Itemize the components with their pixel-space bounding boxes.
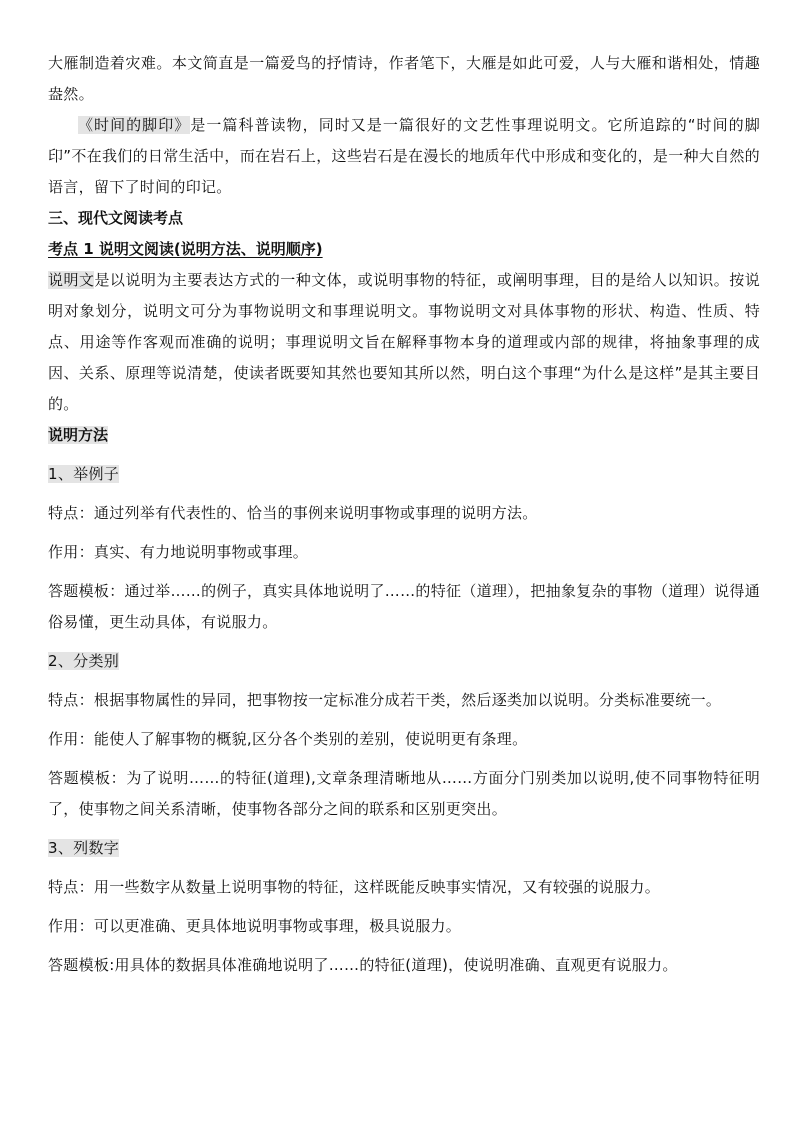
intro-paragraph xyxy=(48,265,760,420)
method-feature: 特点：用一些数字从数量上说明事物的特征，这样既能反映事实情况，又有较强的说服力。 xyxy=(48,878,661,896)
paragraph-dayan: 大雁制造着灾难。本文简直是一篇爱鸟的抒情诗，作者笔下，大雁是如此可爱，人与大雁和谐相处，情趣盎然。 xyxy=(48,54,760,103)
document-page xyxy=(48,48,760,981)
method-effect: 作用：能使人了解事物的概貌,区分各个类别的差别，使说明更有条理。 xyxy=(48,730,528,748)
method-effect: 作用：真实、有力地说明事物或事理。 xyxy=(48,543,309,561)
methods-heading-label: 说明方法 xyxy=(48,426,109,444)
paragraph-time-footprints xyxy=(48,110,760,203)
method-effect: 作用：可以更准确、更具体地说明事物或事理，极具说服力。 xyxy=(48,917,462,935)
method-title-label: 1、举例子 xyxy=(48,465,120,483)
method-feature: 特点：根据事物属性的异同，把事物按一定标准分成若干类，然后逐类加以说明。分类标准要统一。 xyxy=(48,691,722,709)
intro-text: 是以说明为主要表达方式的一种文体，或说明事物的特征，或阐明事理，目的是给人以知识。按说明对象划分，说明文可分为事物说明文和事理说明文。事物说明文对具体事物的形状、构造、性质、特点、用途等作客观而准确的说明；事理说明文旨在解释事物本身的道理或内部的规律，将抽象事理的成因、关系、原理等说清楚，使读者既要知其然也要知其所以然，明白这个事理“为什么是这样”是其主要目的。 xyxy=(48,271,760,413)
intro-term-highlight: 说明文 xyxy=(48,271,95,289)
paragraph-time-footprints-text: 是一篇科普读物，同时又是一篇很好的文艺性事理说明文。它所追踪的“时间的脚印”不在我们的日常生活中，而在岩石上，这些岩石是在漫长的地质年代中形成和变化的，是一种大自然的语言，留下了时间的印记。 xyxy=(48,116,760,196)
kaodian-heading: 考点 1 说明文阅读(说明方法、说明顺序) xyxy=(48,240,323,258)
book-title-highlight: 《时间的脚印》 xyxy=(78,116,191,134)
method-title xyxy=(48,646,760,677)
method-title xyxy=(48,459,760,490)
method-title xyxy=(48,833,760,864)
method-title-label: 2、分类别 xyxy=(48,652,120,670)
method-feature: 特点：通过列举有代表性的、恰当的事例来说明事物或事理的说明方法。 xyxy=(48,504,538,522)
method-template: 答题模板：为了说明……的特征(道理),文章条理清晰地从……方面分门别类加以说明,使不同事物特征明了，使事物之间关系清晰，使事物各部分之间的联系和区别更突出。 xyxy=(48,769,760,818)
method-template: 答题模板:用具体的数据具体准确地说明了……的特征(道理)，使说明准确、直观更有说服力。 xyxy=(48,956,678,974)
method-title-label: 3、列数字 xyxy=(48,839,120,857)
section-heading: 三、现代文阅读考点 xyxy=(48,209,184,227)
methods-heading xyxy=(48,420,760,451)
method-template: 答题模板：通过举……的例子，真实具体地说明了……的特征（道理），把抽象复杂的事物（道理）说得通俗易懂，更生动具体，有说服力。 xyxy=(48,582,760,631)
